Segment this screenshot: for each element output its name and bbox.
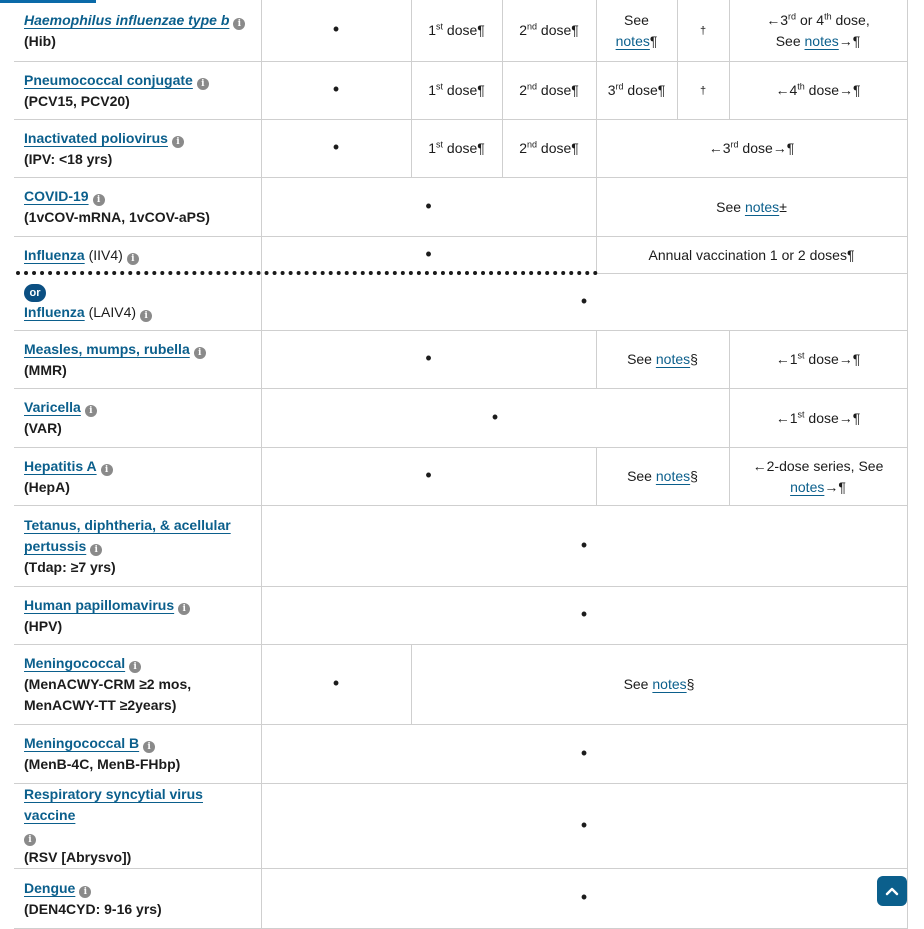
schedule-cell: 1st dose¶	[411, 120, 502, 178]
schedule-cell: ←2-dose series, See notes→¶	[729, 448, 907, 506]
table-row-influenza-laiv4	[14, 274, 907, 331]
schedule-cell: •	[261, 331, 596, 389]
info-icon[interactable]: i	[129, 661, 141, 673]
table-row-ipv	[14, 120, 907, 178]
table-row-meningococcal	[14, 645, 907, 725]
info-icon[interactable]: i	[101, 464, 113, 476]
vaccine-link-tdap-cont[interactable]: pertussis	[24, 537, 87, 554]
vaccine-link-rsv[interactable]: Respiratory syncytial virus vaccine	[24, 786, 203, 823]
vaccine-abbr: (HepA)	[24, 478, 70, 495]
or-divider-line	[16, 271, 598, 275]
vaccine-cell	[14, 869, 261, 929]
schedule-cell: ←1st dose→¶	[729, 389, 907, 448]
schedule-cell: 2nd dose¶	[502, 120, 596, 178]
vaccine-link-hepa[interactable]: Hepatitis A	[24, 457, 97, 474]
schedule-cell: Annual vaccination 1 or 2 doses¶	[596, 237, 907, 274]
schedule-cell: •	[261, 506, 907, 587]
vaccine-abbr: (RSV [Abrysvo])	[24, 849, 132, 865]
vaccine-abbr: MenACWY-TT ≥2years)	[24, 697, 177, 713]
schedule-cell: ←1st dose→¶	[729, 331, 907, 389]
vaccine-abbr: (1vCOV-mRNA, 1vCOV-aPS)	[24, 209, 210, 225]
vaccine-link-varicella[interactable]: Varicella	[24, 399, 81, 415]
or-badge: or	[24, 284, 46, 302]
vaccine-link-covid[interactable]: COVID-19	[24, 188, 89, 204]
vaccine-cell	[14, 448, 261, 506]
vaccine-link-hpv[interactable]: Human papillomavirus	[24, 596, 175, 613]
schedule-cell: See notes¶	[596, 0, 677, 62]
vaccine-link-dengue[interactable]: Dengue	[24, 879, 76, 896]
schedule-cell: •	[261, 62, 411, 120]
vaccine-link-tdap[interactable]: Tetanus, diphtheria, & acellular	[24, 516, 231, 533]
table-row-varicella	[14, 389, 907, 448]
vaccine-cell	[14, 62, 261, 120]
vaccine-link-mmr[interactable]: Measles, mumps, rubella	[24, 340, 190, 357]
schedule-cell: 1st dose¶	[411, 62, 502, 120]
notes-link[interactable]: notes	[744, 198, 780, 215]
schedule-cell: See notes§	[596, 448, 729, 506]
schedule-cell: See notes§	[411, 645, 907, 725]
notes-link[interactable]: notes	[615, 32, 650, 49]
vaccine-cell	[14, 784, 261, 869]
info-icon[interactable]: i	[127, 253, 139, 265]
vaccine-abbr: (LAIV4)	[88, 303, 137, 320]
info-icon[interactable]: i	[194, 347, 206, 359]
vaccine-cell	[14, 645, 261, 725]
vaccine-abbr: (IIV4)	[88, 246, 123, 263]
info-icon[interactable]: i	[143, 741, 155, 753]
vaccine-link-hib[interactable]: Haemophilus influenzae type b	[24, 11, 230, 28]
schedule-cell: •	[261, 178, 596, 237]
notes-link[interactable]: notes	[790, 478, 825, 495]
schedule-cell: •	[261, 784, 907, 869]
vaccine-cell	[14, 178, 261, 237]
table-row-influenza-iiv4	[14, 237, 907, 274]
schedule-cell: •	[261, 869, 907, 929]
vaccine-link-meningococcal[interactable]: Meningococcal	[24, 655, 126, 671]
schedule-cell: ←3rd dose→¶	[596, 120, 907, 178]
vaccine-cell	[14, 0, 261, 62]
schedule-cell: See notes§	[596, 331, 729, 389]
table-row-menb	[14, 725, 907, 784]
notes-link[interactable]: notes	[655, 468, 691, 484]
schedule-cell: •	[261, 237, 596, 274]
vaccine-cell	[14, 389, 261, 448]
schedule-cell: •	[261, 725, 907, 784]
vaccine-abbr: (PCV15, PCV20)	[24, 92, 130, 109]
dose-dot: •	[332, 19, 340, 39]
schedule-cell: •	[261, 448, 596, 506]
vaccine-abbr: (IPV: <18 yrs)	[24, 150, 113, 167]
vaccine-cell	[14, 506, 261, 587]
vaccine-abbr: (Tdap: ≥7 yrs)	[24, 558, 116, 575]
notes-link[interactable]: notes	[652, 676, 687, 692]
vaccine-link-influenza[interactable]: Influenza	[24, 246, 85, 263]
table-row-pcv	[14, 62, 907, 120]
schedule-cell: 1st dose¶	[411, 0, 502, 62]
vaccine-abbr: (HPV)	[24, 617, 63, 634]
info-icon[interactable]: i	[90, 544, 102, 556]
info-icon[interactable]: i	[233, 18, 245, 30]
table-row-covid	[14, 178, 907, 237]
vaccine-cell	[14, 587, 261, 645]
vaccine-cell	[14, 331, 261, 389]
vaccine-abbr: (MenB-4C, MenB-FHbp)	[24, 756, 181, 772]
info-icon[interactable]: i	[197, 78, 209, 90]
vaccine-link-menb[interactable]: Meningococcal B	[24, 735, 140, 751]
chevron-up-icon	[885, 886, 899, 896]
schedule-cell: †	[677, 0, 729, 62]
info-icon[interactable]: i	[178, 603, 190, 615]
schedule-cell: •	[261, 274, 907, 331]
schedule-cell: 2nd dose¶	[502, 0, 596, 62]
vaccine-cell	[14, 274, 261, 331]
table-row-hepa	[14, 448, 907, 506]
schedule-cell: •	[261, 120, 411, 178]
vaccine-abbr: (MMR)	[24, 361, 67, 378]
schedule-cell: •	[261, 587, 907, 645]
info-icon[interactable]: i	[85, 405, 97, 417]
vaccine-link-pneumococcal[interactable]: Pneumococcal conjugate	[24, 71, 193, 88]
vaccine-abbr: (Hib)	[24, 32, 56, 49]
catch-up-schedule-table	[14, 0, 908, 929]
schedule-cell: †	[677, 62, 729, 120]
table-row-hpv	[14, 587, 907, 645]
info-icon[interactable]: i	[172, 136, 184, 148]
vaccine-abbr: (VAR)	[24, 420, 62, 436]
vaccine-cell	[14, 725, 261, 784]
vaccine-abbr: (MenACWY-CRM ≥2 mos,	[24, 676, 192, 692]
info-icon[interactable]: i	[24, 834, 36, 846]
table-row-dengue	[14, 869, 907, 929]
vaccine-cell	[14, 120, 261, 178]
schedule-cell: 2nd dose¶	[502, 62, 596, 120]
schedule-cell: ←4th dose→¶	[729, 62, 907, 120]
schedule-cell: ←3rd or 4th dose, See notes→¶	[729, 0, 907, 62]
table-row-hib	[14, 0, 907, 62]
schedule-cell: •	[261, 645, 411, 725]
info-icon[interactable]: i	[93, 194, 105, 206]
vaccine-abbr: (DEN4CYD: 9-16 yrs)	[24, 900, 162, 917]
table-row-rsv	[14, 784, 907, 869]
back-to-top-button[interactable]	[877, 876, 907, 906]
vaccine-link-polio[interactable]: Inactivated poliovirus	[24, 129, 168, 146]
notes-link[interactable]: notes	[655, 351, 691, 367]
schedule-cell	[261, 0, 411, 62]
table-row-tdap	[14, 506, 907, 587]
table-row-mmr	[14, 331, 907, 389]
notes-link[interactable]: notes	[804, 32, 839, 49]
vaccine-cell	[14, 237, 261, 274]
schedule-cell: 3rd dose¶	[596, 62, 677, 120]
vaccine-link-influenza[interactable]: Influenza	[24, 303, 85, 320]
info-icon[interactable]: i	[140, 310, 152, 322]
schedule-cell: See notes±	[596, 178, 907, 237]
schedule-cell: •	[261, 389, 729, 448]
info-icon[interactable]: i	[79, 886, 91, 898]
